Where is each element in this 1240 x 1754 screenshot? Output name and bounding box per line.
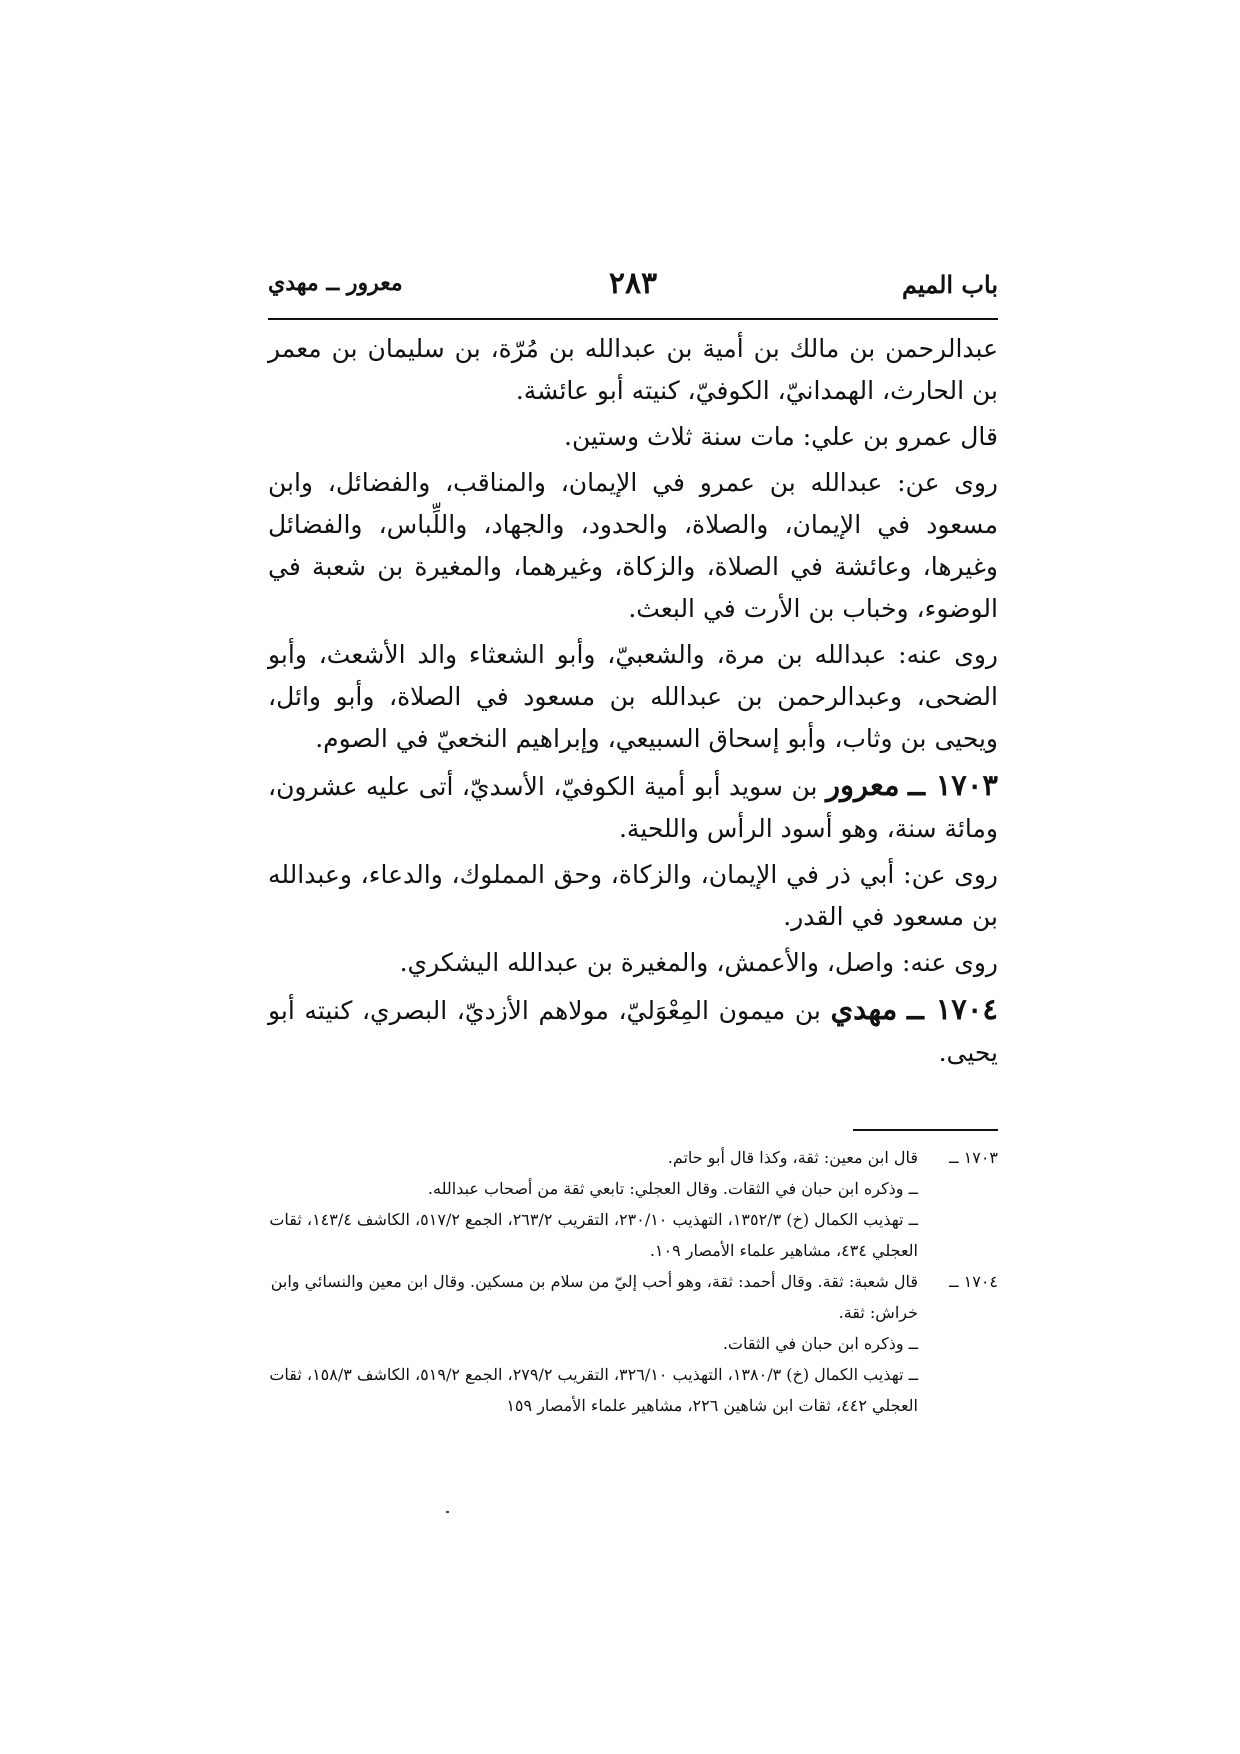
footnote-number (918, 1204, 998, 1266)
footnotes (268, 1142, 998, 1421)
footnote-line (268, 1328, 998, 1359)
footnote-text: ــ تهذيب الكمال (خ) ١٣٨٠/٣، التهذيب ٣٢٦/١٠، التقريب ٢٧٩/٢، الجمع ٥١٩/٢، الكاشف ١٥٨/٣، ثقات العجلي ٤٤٢، ثقات ابن شاهين ٢٢٦، مشاهير علماء الأمصار ١٥٩ (269, 1365, 918, 1415)
paragraph-lineage: عبدالرحمن بن مالك بن أمية بن عبدالله بن مُرّة، بن سليمان بن معمر بن الحارث، الهمدانيّ، الكوفيّ، كنيته أبو عائشة. (268, 334, 998, 405)
footnote-divider (853, 1129, 998, 1131)
running-header (268, 266, 998, 316)
paragraph-narrated-from: روى عن: عبدالله بن عمرو في الإيمان، والمناقب، والفضائل، وابن مسعود في الإيمان، والصلاة، والحدود، والجهاد، واللِّباس، والفضائل وغيرها، وعائشة في الصلاة، والزكاة، وغيرهما، والمغيرة بن شعبة في الوضوء، وخباب بن الأرت في البعث. (268, 468, 998, 623)
footnote-line (268, 1173, 998, 1204)
footnote-number (918, 1359, 998, 1421)
page-number: ٢٨٣ (608, 266, 658, 301)
entry-name: مهدي (830, 992, 898, 1026)
footnote-line (268, 1359, 998, 1421)
footnote-line (268, 1204, 998, 1266)
footnote-text: ــ تهذيب الكمال (خ) ١٣٥٢/٣، التهذيب ٢٣٠/١٠، التقريب ٢٦٣/٢، الجمع ٥١٧/٢، الكاشف ١٤٣/٤، ثقات العجلي ٤٣٤، مشاهير علماء الأمصار ١٠٩. (269, 1210, 918, 1260)
header-divider (268, 318, 998, 320)
footnote-text: ــ وذكره ابن حبان في الثقات. (722, 1334, 918, 1353)
footnote-number (918, 1328, 998, 1359)
entry-text: بن سويد أبو أمية الكوفيّ، الأسديّ، أتى عليه عشرون، ومائة سنة، وهو أسود الرأس واللحية. (268, 772, 998, 843)
footnote-number: ١٧٠٤ ــ (949, 1272, 998, 1291)
paragraph-death: قال عمرو بن علي: مات سنة ثلاث وستين. (564, 422, 998, 451)
entry-1704 (268, 988, 998, 1074)
entries-range-title: معرور ــ مهدي (268, 270, 403, 296)
entry-number: ١٧٠٣ ــ (908, 768, 998, 802)
entry-number: ١٧٠٤ ــ (906, 992, 999, 1026)
footnote-text: ــ وذكره ابن حبان في الثقات. وقال العجلي: تابعي ثقة من أصحاب عبدالله. (427, 1179, 918, 1198)
footnote-number: ١٧٠٣ ــ (949, 1148, 998, 1167)
entry-text: بن ميمون المِعْوَليّ، مولاهم الأزديّ، البصري، كنيته أبو يحيى. (268, 996, 998, 1067)
entry-name: معرور (825, 768, 900, 802)
entry-1703 (268, 764, 998, 850)
footnote-text: قال ابن معين: ثقة، وكذا قال أبو حاتم. (667, 1148, 918, 1167)
footnote-line (268, 1142, 998, 1173)
paragraph-1703-narrated-from: روى عن: أبي ذر في الإيمان، والزكاة، وحق المملوك، والدعاء، وعبدالله بن مسعود في القدر. (268, 860, 998, 931)
footnote-line (268, 1266, 998, 1328)
main-text (268, 328, 998, 1078)
paragraph-1703-narrated-by: روى عنه: واصل، والأعمش، والمغيرة بن عبدالله اليشكري. (399, 948, 998, 977)
footnote-number (918, 1173, 998, 1204)
print-speck (446, 1511, 449, 1513)
footnote-text: قال شعبة: ثقة. وقال أحمد: ثقة، وهو أحب إليّ من سلام بن مسكين. وقال ابن معين والنسائي وابن خراش: ثقة. (270, 1272, 918, 1322)
paragraph-narrated-by: روى عنه: عبدالله بن مرة، والشعبيّ، وأبو الشعثاء والد الأشعث، وأبو الضحى، وعبدالرحمن بن عبدالله بن مسعود في الصلاة، وأبو وائل، ويحيى بن وثاب، وأبو إسحاق السبيعي، وإبراهيم النخعيّ في الصوم. (268, 640, 998, 753)
chapter-title: باب الميم (901, 270, 998, 299)
